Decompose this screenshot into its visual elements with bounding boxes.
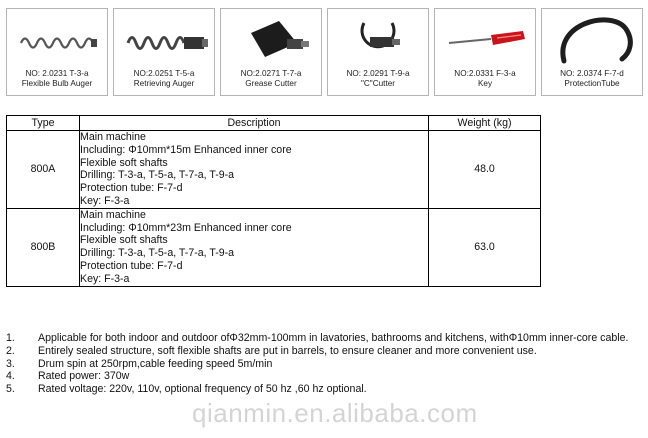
weight-cell: 63.0 [429,208,541,286]
note-item [6,358,642,371]
note-number: 1. [6,332,15,344]
tool-code: NO:2.0251 T-5-a [133,69,195,78]
note-text: Drum spin at 250rpm,cable feeding speed 5m/min [38,357,273,370]
tool-name: ProtectionTube [564,79,620,88]
description-line: Including: Φ10mm*15m Enhanced inner core [80,143,292,156]
tool-card-retrieving-auger [113,8,215,96]
description-line: Key: F-3-a [80,194,130,207]
tool-caption [221,69,321,89]
tool-name: Grease Cutter [245,79,297,88]
note-item [6,383,642,396]
description-line: Main machine [80,131,146,143]
tool-card-grease-cutter [220,8,322,96]
description-line: Drilling: T-3-a, T-5-a, T-7-a, T-9-a [80,247,235,260]
notes-list [6,332,642,396]
description-line: Key: F-3-a [80,272,130,285]
description-cell [80,208,429,286]
tool-name: Retrieving Auger [133,79,195,88]
weight-cell: 48.0 [429,131,541,209]
description-line: Protection tube: F-7-d [80,259,183,272]
tool-card-protection-tube [541,8,643,96]
type-cell: 800A [7,131,80,209]
tool-gallery [6,8,642,100]
tool-caption [114,69,214,89]
description-line: Main machine [80,208,146,221]
description-header: Description [80,116,429,131]
description-line: Drilling: T-3-a, T-5-a, T-7-a, T-9-a [80,169,235,182]
tool-name: "C"Cutter [360,79,396,88]
tool-code: NO: 2.0374 F-7-d [560,69,624,78]
tool-caption [7,69,107,89]
description-line: Flexible soft shafts [80,234,168,247]
weight-header: Weight (kg) [429,116,541,131]
note-number: 3. [6,357,15,370]
note-text: Rated voltage: 220v, 110v, optional frequency of 50 hz ,60 hz optional. [38,383,367,396]
table-row [7,131,541,209]
tool-code: NO:2.0331 F-3-a [454,69,516,78]
description-line: Flexible soft shafts [80,156,168,169]
tool-caption [328,69,428,89]
spec-table [6,115,541,287]
table-row [7,208,541,286]
note-item [6,332,642,345]
tool-caption [435,69,535,89]
description-line: Protection tube: F-7-d [80,182,183,195]
tool-card-c-cutter [327,8,429,96]
retrieving-auger-icon [114,13,214,65]
tool-code: NO:2.0271 T-7-a [240,69,302,78]
note-item [6,345,642,358]
tool-name: Flexible Bulb Auger [21,79,93,88]
note-item [6,370,642,383]
watermark: qianmin.en.alibaba.com [192,398,478,428]
note-number: 5. [6,383,15,396]
spring-auger-icon [7,13,107,65]
tool-caption [542,69,642,89]
grease-cutter-icon [221,13,321,65]
tool-name: Key [477,79,493,88]
description-line: Including: Φ10mm*23m Enhanced inner core [80,221,292,234]
note-text: Rated power: 370w [38,370,130,383]
tool-card-key [434,8,536,96]
key-icon [435,13,535,65]
tool-code: NO: 2.0291 T-9-a [346,69,410,78]
tool-code: NO: 2.0231 T-3-a [25,69,89,78]
c-cutter-icon [328,13,428,65]
note-text: Entirely sealed structure, soft flexible shafts are put in barrels, to ensure cleaner and more convenient use. [38,344,537,357]
tool-card-flexible-bulb-auger [6,8,108,96]
note-number: 4. [6,370,15,383]
note-number: 2. [6,344,15,357]
type-header: Type [7,116,80,131]
table-header-row [7,116,541,131]
type-cell: 800B [7,208,80,286]
description-cell [80,131,429,209]
note-text: Applicable for both indoor and outdoor ofΦ32mm-100mm in lavatories, bathrooms and kitchens, withΦ10mm inner-core cable. [38,332,629,344]
protection-tube-icon [542,13,642,65]
